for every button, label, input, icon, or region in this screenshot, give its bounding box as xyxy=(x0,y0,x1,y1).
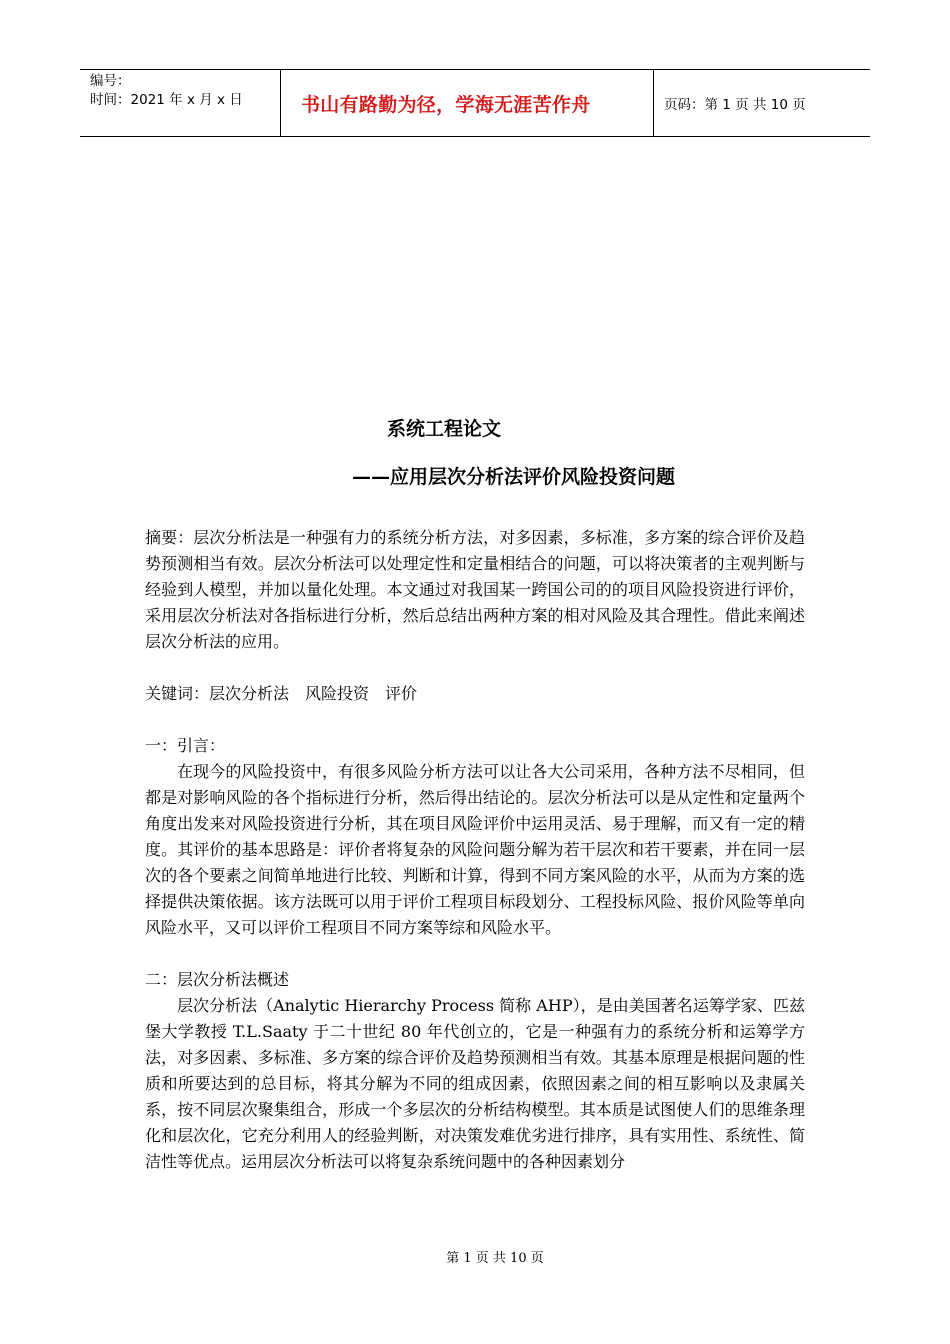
header-motto-cell xyxy=(281,70,654,136)
footer-page-number: 第 1 页 共 10 页 xyxy=(446,1251,544,1266)
abstract-paragraph: 摘要：层次分析法是一种强有力的系统分析方法，对多因素，多标准，多方案的综合评价及趋势预测相当有效。层次分析法可以处理定性和定量相结合的问题，可以将决策者的主观判断与经验到人模型，并加以量化处理。本文通过对我国某一跨国公司的的项目风险投资进行评价，采用层次分析法对各指标进行分析，然后总结出两种方案的相对风险及其合理性。借此来阐述层次分析法的应用。 xyxy=(145,528,805,651)
header-table xyxy=(80,69,870,137)
keywords-line xyxy=(145,681,805,707)
keywords-label: 关键词： xyxy=(145,684,210,703)
section1-heading: 一：引言： xyxy=(145,736,226,755)
date-line: 时间：2021 年 x 月 x 日 xyxy=(90,92,243,108)
section2-heading: 二：层次分析法概述 xyxy=(145,970,290,989)
header-meta-cell xyxy=(80,70,281,136)
section1-paragraph: 在现今的风险投资中，有很多风险分析方法可以让各大公司采用，各种方法不尽相同，但都是对影响风险的各个指标进行分析，然后得出结论的。层次分析法可以是从定性和定量两个角度出发来对风险投资进行分析，其在项目风险评价中运用灵活、易于理解，而又有一定的精度。其评价的基本思路是：评价者将复杂的风险问题分解为若干层次和若干要素，并在同一层次的各个要素之间简单地进行比较、判断和计算，得到不同方案风险的水平，从而为方案的选择提供决策依据。该方法既可以用于评价工程项目标段划分、工程投标风险、报价风险等单向风险水平，又可以评价工程项目不同方案等综和风险水平。 xyxy=(145,762,805,937)
keyword-item: 评价 xyxy=(385,684,418,703)
document-subtitle: ——应用层次分析法评价风险投资问题 xyxy=(352,466,676,488)
motto-text: 书山有路勤为径，学海无涯苦作舟 xyxy=(301,93,591,116)
page-footer xyxy=(0,1247,950,1266)
keyword-item: 层次分析法 xyxy=(209,684,290,703)
section2-paragraph: 层次分析法（Analytic Hierarchy Process 简称 AHP），是由美国著名运筹学家、匹兹堡大学教授 T.L.Saaty 于二十世纪 80 年代创立的，它是一种强有力的系统分析和运筹学方法，对多因素、多标准、多方案的综合评价及趋势预测相当有效。其基本原理是根据问题的性质和所要达到的总目标，将其分解为不同的组成因素，依照因素之间的相互影响以及隶属关系，按不同层次聚集组合，形成一个多层次的分析结构模型。其本质是试图使人们的思维条理化和层次化，它充分利用人的经验判断，对决策发难优劣进行排序，具有实用性、系统性、简洁性等优点。运用层次分析法可以将复杂系统问题中的各种因素划分 xyxy=(145,996,805,1171)
header-page-cell xyxy=(654,70,870,136)
page-info: 页码：第 1 页 共 10 页 xyxy=(664,97,806,113)
document-title: 系统工程论文 xyxy=(387,418,502,440)
document-body xyxy=(145,525,805,1175)
number-label: 编号： xyxy=(90,73,131,89)
keyword-item: 风险投资 xyxy=(305,684,370,703)
